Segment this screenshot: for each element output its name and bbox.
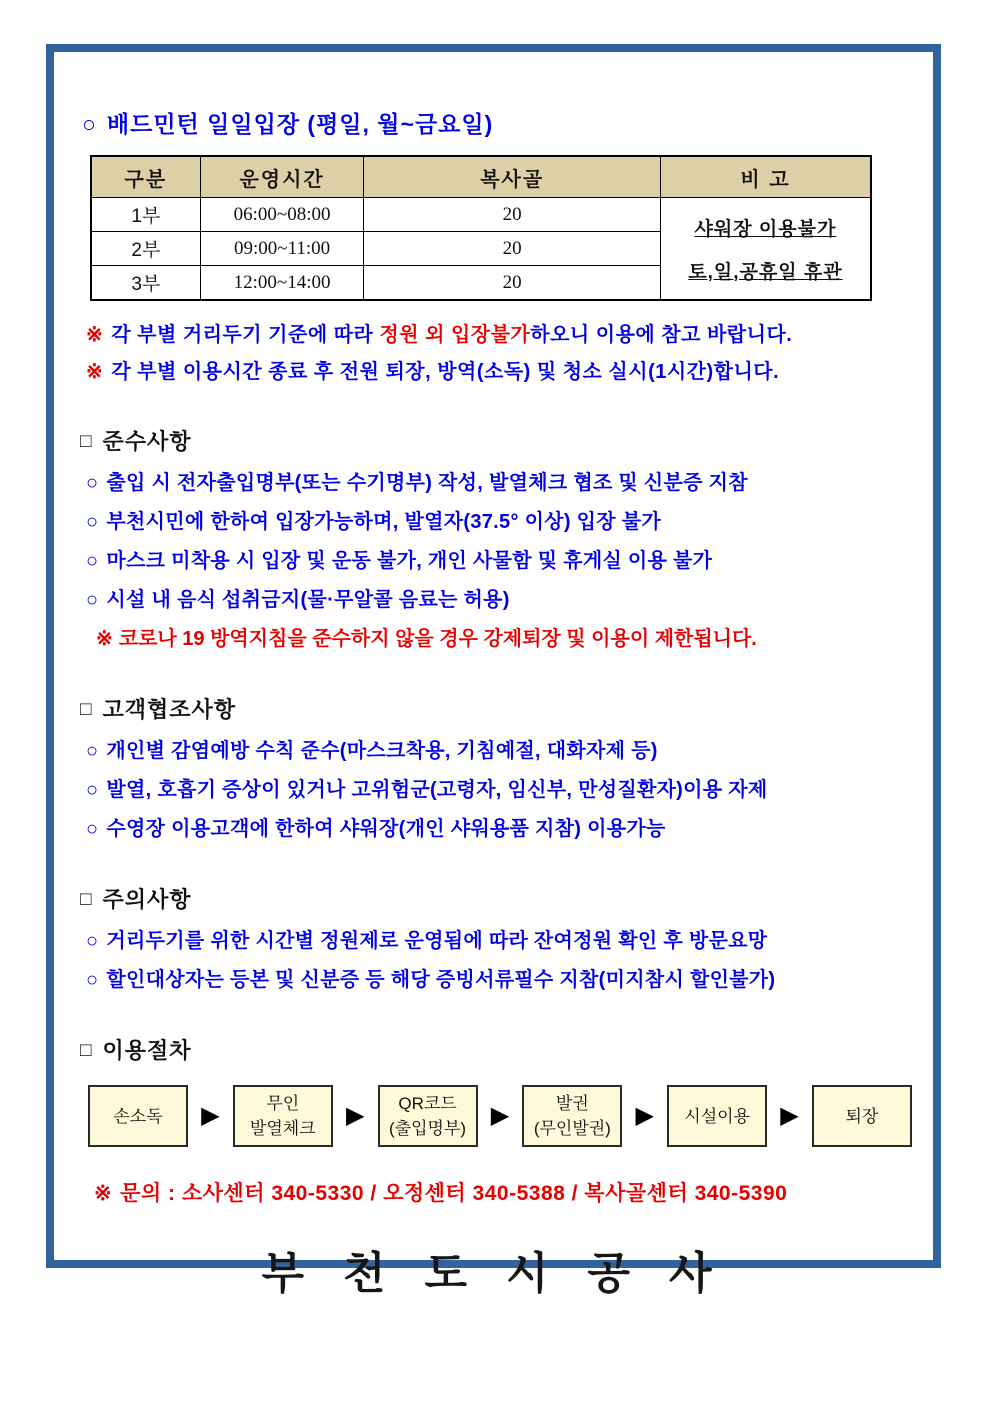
circle-bullet-icon: ○ [82, 111, 97, 137]
arrow-right-icon: ▶ [635, 1102, 654, 1129]
covid-warning-text: 코로나 19 방역지침을 준수하지 않을 경우 강제퇴장 및 이용이 제한됩니다. [118, 628, 757, 650]
remark-line-2: 토,일,공휴일 휴관 [688, 261, 843, 283]
list-item [86, 464, 933, 503]
list-item-text: 마스크 미착용 시 입장 및 운동 불가, 개인 사물함 및 휴게실 이용 불가 [106, 550, 713, 572]
list-item-text: 수영장 이용고객에 한하여 샤워장(개인 샤워용품 지참) 이용가능 [106, 818, 666, 840]
section-heading-text: 주의사항 [102, 887, 192, 912]
list-item [86, 732, 933, 771]
section-heading-text: 준수사항 [102, 429, 192, 454]
flow-step-label: 발권 [555, 1094, 589, 1113]
table-row [91, 198, 871, 232]
section-heading-text: 고객협조사항 [102, 697, 236, 722]
remark-line-1: 샤워장 이용불가 [694, 218, 837, 240]
arrow-right-icon: ▶ [780, 1102, 799, 1129]
cell-part: 3부 [91, 266, 200, 301]
page-title [82, 106, 933, 139]
section-heading-cooperation [80, 693, 933, 724]
flow-step-label: 무인 [266, 1094, 300, 1113]
list-item-text: 시설 내 음식 섭취금지(물·무알콜 음료는 허용) [106, 589, 510, 611]
section-heading-text: 이용절차 [102, 1038, 192, 1063]
list-item [86, 810, 933, 849]
cell-time: 06:00~08:00 [200, 198, 364, 232]
circle-bullet-icon: ○ [86, 550, 99, 572]
list-item-text: 출입 시 전자출입명부(또는 수기명부) 작성, 발열체크 협조 및 신분증 지참 [106, 472, 748, 494]
note-highlight: 정원 외 입장불가 [379, 324, 531, 346]
flow-step-qr-code [378, 1085, 478, 1147]
contact-info [94, 1177, 933, 1207]
circle-bullet-icon: ○ [86, 930, 99, 952]
circle-bullet-icon: ○ [86, 472, 99, 494]
section-heading-process [80, 1034, 933, 1065]
square-marker-icon: □ [80, 699, 93, 720]
header-part: 구분 [91, 156, 200, 198]
list-item-text: 할인대상자는 등본 및 신분증 등 해당 증빙서류필수 지참(미지참시 할인불가) [106, 969, 776, 991]
flow-step-label: 손소독 [113, 1106, 163, 1126]
cell-time: 12:00~14:00 [200, 266, 364, 301]
contact-text: 문의 : 소사센터 340-5330 / 오정센터 340-5388 / 복사골센터 340-5390 [120, 1182, 788, 1205]
list-item [86, 961, 933, 1000]
arrow-right-icon: ▶ [345, 1102, 365, 1129]
schedule-table [90, 155, 872, 301]
cell-capacity: 20 [364, 198, 660, 232]
flow-step-label: 시설이용 [684, 1106, 750, 1126]
flow-step-sublabel: (무인발권) [533, 1119, 611, 1138]
flow-step-exit [812, 1085, 912, 1147]
circle-bullet-icon: ○ [86, 589, 99, 611]
cell-capacity: 20 [364, 266, 660, 301]
header-remark: 비 고 [660, 156, 871, 198]
asterisk-marker-icon: ※ [94, 1182, 113, 1205]
list-item [86, 922, 933, 961]
process-flow [88, 1081, 912, 1151]
list-item-text: 발열, 호흡기 증상이 있거나 고위험군(고령자, 임신부, 만성질환자)이용 자제 [106, 779, 768, 801]
section-heading-caution [80, 883, 933, 914]
circle-bullet-icon: ○ [86, 740, 99, 762]
flow-step-sublabel: (출입명부) [389, 1119, 467, 1138]
table-note-1 [86, 317, 933, 354]
flow-step-temp-check [233, 1085, 333, 1147]
list-item-text: 부천시민에 한하여 입장가능하며, 발열자(37.5° 이상) 입장 불가 [106, 511, 661, 533]
page-title-text: 배드민턴 일일입장 (평일, 월~금요일) [106, 111, 494, 137]
list-item-text: 개인별 감염예방 수칙 준수(마스크착용, 기침예절, 대화자제 등) [106, 740, 658, 762]
flow-step-sublabel: 발열체크 [249, 1119, 316, 1138]
note-post: 하오니 이용에 참고 바랍니다. [530, 324, 793, 346]
arrow-right-icon: ▶ [490, 1102, 510, 1129]
asterisk-marker-icon: ※ [96, 628, 113, 650]
square-marker-icon: □ [80, 431, 93, 452]
asterisk-marker-icon: ※ [86, 361, 104, 383]
organization-name: 부 천 도 시 공 사 [261, 1249, 726, 1298]
cell-capacity: 20 [364, 232, 660, 266]
square-marker-icon: □ [80, 889, 93, 910]
table-header-row [91, 156, 871, 198]
cell-part: 2부 [91, 232, 200, 266]
circle-bullet-icon: ○ [86, 779, 99, 801]
circle-bullet-icon: ○ [86, 511, 99, 533]
circle-bullet-icon: ○ [86, 969, 99, 991]
note-text: 각 부별 이용시간 종료 후 전원 퇴장, 방역(소독) 및 청소 실시(1시간)합니다. [111, 361, 780, 383]
flow-step-facility-use [667, 1085, 767, 1147]
arrow-right-icon: ▶ [201, 1102, 220, 1129]
covid-warning [96, 620, 933, 659]
note-pre: 각 부별 거리두기 기준에 따라 [111, 324, 380, 346]
list-item [86, 771, 933, 810]
page-border-frame [46, 44, 941, 1298]
cell-part: 1부 [91, 198, 200, 232]
circle-bullet-icon: ○ [86, 818, 99, 840]
cell-time: 09:00~11:00 [200, 232, 364, 266]
asterisk-marker-icon: ※ [86, 324, 104, 346]
header-time: 운영시간 [200, 156, 364, 198]
section-heading-compliance [80, 425, 933, 456]
flow-step-label: 퇴장 [845, 1106, 879, 1126]
cell-remark [660, 198, 871, 301]
list-item [86, 542, 933, 581]
list-item-text: 거리두기를 위한 시간별 정원제로 운영됨에 따라 잔여정원 확인 후 방문요망 [106, 930, 768, 952]
header-capacity: 복사골 [364, 156, 660, 198]
list-item [86, 581, 933, 620]
square-marker-icon: □ [80, 1040, 93, 1061]
list-item [86, 503, 933, 542]
flow-step-hand-sanitize [88, 1085, 188, 1147]
table-note-2 [86, 354, 933, 391]
flow-step-label: QR코드 [398, 1094, 457, 1113]
flow-step-ticketing [522, 1085, 622, 1147]
